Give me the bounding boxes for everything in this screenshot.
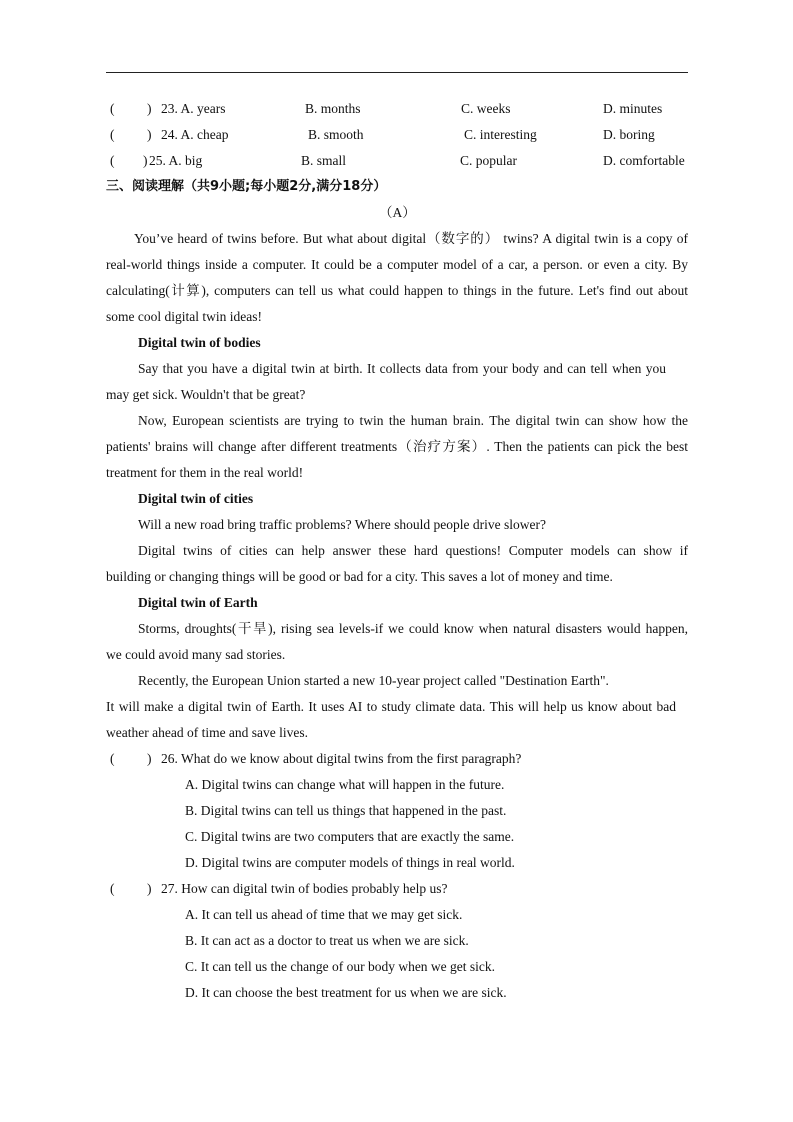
option-c: C. interesting <box>464 127 537 142</box>
earth-p3-line-2: weather ahead of time and save lives. <box>106 725 309 740</box>
option-a: 25. A. big <box>149 153 203 168</box>
option-b: B. months <box>305 101 361 116</box>
option-b: B. smooth <box>308 127 364 142</box>
answer-paren-open: ( <box>110 153 115 168</box>
cities-p2-line-2: building or changing things will be good or bad for a city. This saves a lot of money and time. <box>106 569 613 584</box>
heading-earth: Digital twin of Earth <box>138 595 258 610</box>
option-a: 24. A. cheap <box>161 127 229 142</box>
question-stem: 27. How can digital twin of bodies probably help us? <box>161 881 448 896</box>
question-stem: 26. What do we know about digital twins from the first paragraph? <box>161 751 522 766</box>
option-b: B. small <box>301 153 347 168</box>
heading-cities: Digital twin of cities <box>138 491 254 506</box>
cities-p1: Will a new road bring traffic problems? Where should people drive slower? <box>138 517 546 532</box>
passage-label: （A） <box>379 205 416 220</box>
option-a: 23. A. years <box>161 101 226 116</box>
answer-paren-close: ) <box>147 751 152 766</box>
option-d: D. comfortable <box>603 153 685 168</box>
option-c: C. popular <box>460 153 517 168</box>
option-d: D. It can choose the best treatment for us when we are sick. <box>185 985 507 1000</box>
answer-paren-open: ( <box>110 881 115 896</box>
bodies-p2-line-1: Now, European scientists are trying to twin the human brain. The digital twin can show how the <box>138 413 688 428</box>
answer-paren-open: ( <box>110 127 115 142</box>
intro-line-1: You’ve heard of twins before. But what about digital（数字的） twins? A digital twin is a copy of <box>134 231 688 246</box>
bodies-p2-line-3: treatment for them in the real world! <box>106 465 304 480</box>
intro-line-4: some cool digital twin ideas! <box>106 309 262 324</box>
heading-bodies: Digital twin of bodies <box>138 335 261 350</box>
earth-p3-line-1: It will make a digital twin of Earth. It uses AI to study climate data. This will help us know about bad <box>106 699 676 714</box>
answer-paren-close: ) <box>147 127 152 142</box>
earth-p2: Recently, the European Union started a new 10-year project called "Destination Earth". <box>138 673 609 688</box>
option-c: C. It can tell us the change of our body when we get sick. <box>185 959 496 974</box>
option-a: A. It can tell us ahead of time that we may get sick. <box>185 907 463 922</box>
answer-paren-open: ( <box>110 751 115 766</box>
option-c: C. Digital twins are two computers that are exactly the same. <box>185 829 515 844</box>
option-d: D. minutes <box>603 101 663 116</box>
bodies-p1-line-1: Say that you have a digital twin at birth. It collects data from your body and can tell when you <box>138 361 666 376</box>
answer-paren-close: ) <box>143 153 148 168</box>
option-b: B. Digital twins can tell us things that happened in the past. <box>185 803 507 818</box>
cities-p2-line-1: Digital twins of cities can help answer these hard questions! Computer models can show if <box>138 543 688 558</box>
answer-paren-close: ) <box>147 101 152 116</box>
earth-p1-line-1: Storms, droughts(干旱), rising sea levels-if we could know when natural disasters would happen, <box>138 621 688 636</box>
option-d: D. Digital twins are computer models of things in real world. <box>185 855 515 870</box>
bodies-p1-line-2: may get sick. Wouldn't that be great? <box>106 387 306 402</box>
option-b: B. It can act as a doctor to treat us when we are sick. <box>185 933 469 948</box>
earth-p1-line-2: we could avoid many sad stories. <box>106 647 286 662</box>
section-title: 三、阅读理解（共9小题;每小题2分,满分18分） <box>106 179 387 194</box>
option-c: C. weeks <box>461 101 511 116</box>
intro-line-3: calculating(计算), computers can tell us what could happen to things in the future. Let's find out about <box>106 283 688 298</box>
intro-line-2: real-world things inside a computer. It could be a computer model of a car, a person. or even a city. By <box>106 257 688 272</box>
bodies-p2-line-2: patients' brains will change after different treatments（治疗方案）. Then the patients can pick the best <box>106 439 688 454</box>
header-rule <box>106 72 688 73</box>
option-a: A. Digital twins can change what will happen in the future. <box>185 777 505 792</box>
option-d: D. boring <box>603 127 655 142</box>
answer-paren-close: ) <box>147 881 152 896</box>
answer-paren-open: ( <box>110 101 115 116</box>
